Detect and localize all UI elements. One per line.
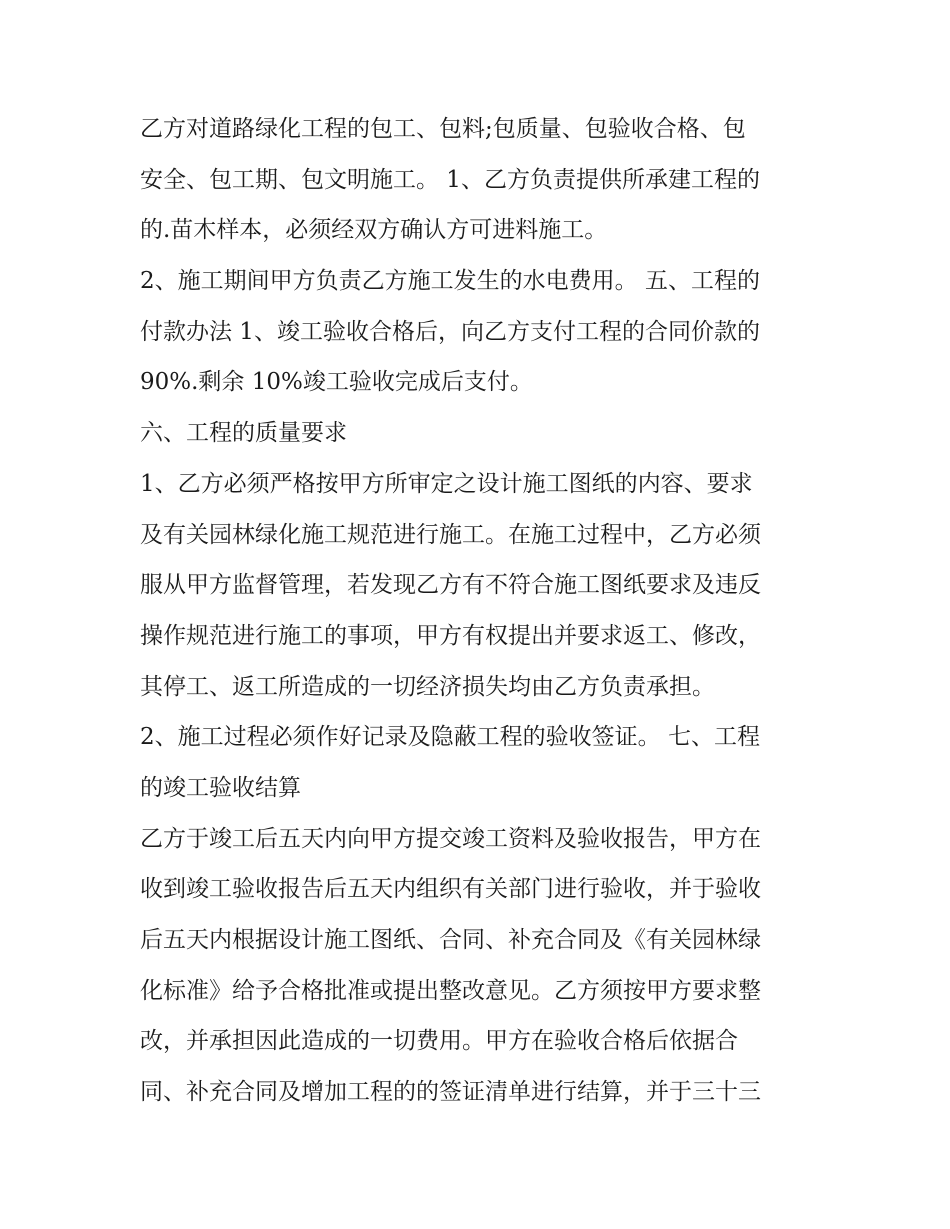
text-line: 90%.剩余 10%竣工验收完成后支付。 bbox=[140, 369, 533, 396]
text-line: 乙方对道路绿化工程的包工、包料;包质量、包验收合格、包 bbox=[140, 116, 746, 142]
text-line: 及有关园林绿化施工规范进行施工。在施工过程中，乙方必须 bbox=[140, 521, 761, 548]
document-body bbox=[140, 104, 830, 1118]
text-line: 的竣工验收结算 bbox=[140, 774, 301, 801]
text-line: 付款办法 1、竣工验收合格后，向乙方支付工程的合同价款的 bbox=[140, 318, 760, 345]
text-line: 2、施工过程必须作好记录及隐蔽工程的验收签证。 七、工程 bbox=[140, 724, 760, 751]
text-line: 的.苗木样本，必须经双方确认方可进料施工。 bbox=[140, 217, 608, 244]
text-line: 化标准》给予合格批准或提出整改意见。乙方须按甲方要求整 bbox=[140, 977, 761, 1004]
text-line: 1、乙方必须严格按甲方所审定之设计施工图纸的内容、要求 bbox=[140, 470, 753, 497]
text-line: 收到竣工验收报告后五天内组织有关部门进行验收，并于验收 bbox=[140, 876, 761, 903]
text-line: 服从甲方监督管理，若发现乙方有不符合施工图纸要求及违反 bbox=[140, 572, 761, 599]
text-line: 乙方于竣工后五天内向甲方提交竣工资料及验收报告，甲方在 bbox=[140, 825, 761, 852]
text-line: 改，并承担因此造成的一切费用。甲方在验收合格后依据合 bbox=[140, 1028, 738, 1055]
text-line: 后五天内根据设计施工图纸、合同、补充合同及《有关园林绿 bbox=[140, 927, 761, 953]
text-line: 操作规范进行施工的事项，甲方有权提出并要求返工、修改， bbox=[140, 622, 761, 649]
text-line: 其停工、返工所造成的一切经济损失均由乙方负责承担。 bbox=[140, 673, 715, 700]
text-line: 同、补充合同及增加工程的的签证清单进行结算，并于三十三 bbox=[140, 1079, 761, 1106]
section-heading: 六、工程的质量要求 bbox=[140, 420, 347, 447]
text-line: 安全、包工期、包文明施工。 1、乙方负责提供所承建工程的 bbox=[140, 166, 760, 193]
text-line: 2、施工期间甲方负责乙方施工发生的水电费用。 五、工程的 bbox=[140, 268, 760, 295]
